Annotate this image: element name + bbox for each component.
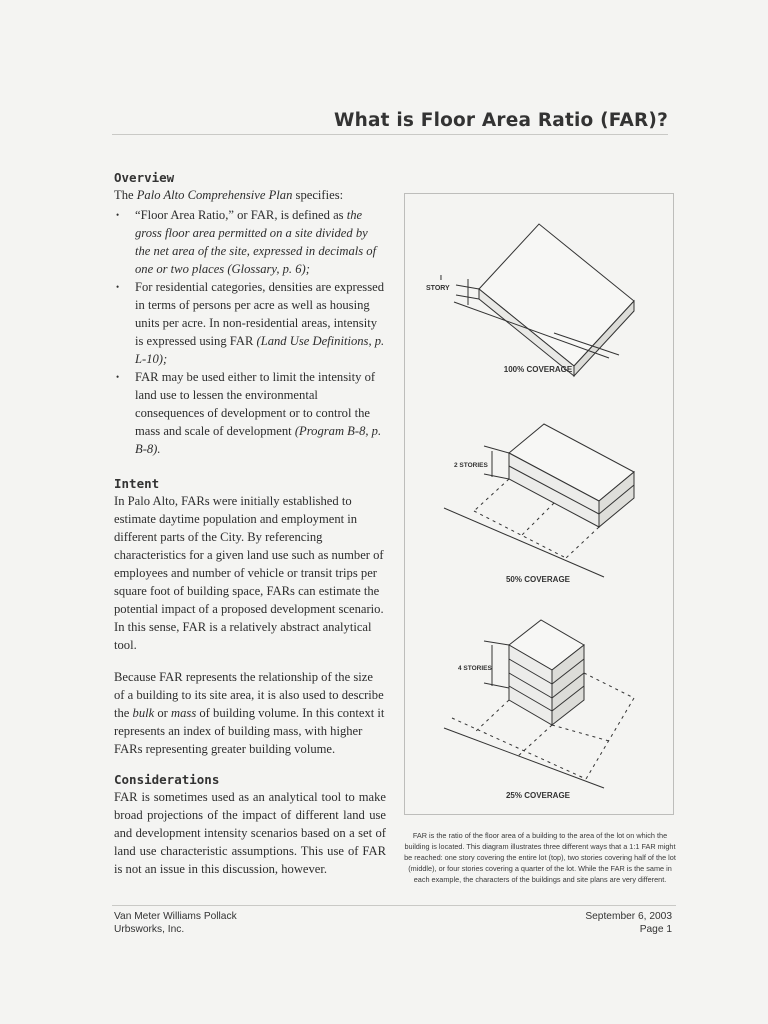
bullet-citation: the gross floor area permitted on a site divided by the net area of the site, expressed in decimals of one or two places (Glossary, p. 6); xyxy=(135,208,377,276)
bullet-text: “Floor Area Ratio,” or FAR, is defined as xyxy=(135,208,347,222)
overview-bullet-list xyxy=(114,206,386,458)
site-outline xyxy=(566,527,599,558)
footer-meta xyxy=(585,910,672,936)
list-item xyxy=(114,368,386,458)
site-outline xyxy=(474,700,509,733)
site-outline xyxy=(552,725,609,741)
overview-intro-end: specifies: xyxy=(292,188,344,202)
intent-heading: Intent xyxy=(114,476,160,491)
plan-title: Palo Alto Comprehensive Plan xyxy=(136,188,293,202)
list-item xyxy=(114,278,386,368)
footer-firm-1: Van Meter Williams Pollack xyxy=(114,911,237,922)
list-item xyxy=(114,206,386,278)
bullet-text: FAR may be used either to limit the intensity of land use to lessen the environmental consequences of development or to control the mass and scale of development xyxy=(135,370,376,438)
far-diagram-figure xyxy=(404,193,674,815)
site-outline xyxy=(516,725,552,758)
overview-intro xyxy=(114,186,386,204)
coverage-label-25: 25% COVERAGE xyxy=(505,791,571,800)
slab-top xyxy=(479,224,634,366)
four-stories-label: 4 STORIES xyxy=(458,665,492,672)
title-divider xyxy=(112,134,668,135)
dimension-tick xyxy=(484,683,509,688)
site-outline xyxy=(474,511,566,558)
site-outline xyxy=(522,503,554,535)
coverage-label-100: 100% COVERAGE xyxy=(503,365,573,374)
site-outline xyxy=(584,673,634,698)
footer-authors xyxy=(114,910,237,936)
mass-term: mass xyxy=(171,706,197,720)
bullet-citation: (Program B-8, p. B-8). xyxy=(135,424,382,456)
site-outline xyxy=(586,698,634,779)
footer-divider xyxy=(112,905,676,906)
page-title: What is Floor Area Ratio (FAR)? xyxy=(334,110,668,131)
bulk-term: bulk xyxy=(132,706,155,720)
main-text-column xyxy=(114,170,386,878)
overview-intro-text: The xyxy=(114,188,137,202)
considerations-heading: Considerations xyxy=(114,772,220,787)
page-number: Page 1 xyxy=(639,924,672,935)
considerations-paragraph: FAR is sometimes used as an analytical tool to make broad projections of the impact of different land use and development intensity scenarios based on a set of land use characteristic assumptions. This use of FAR is not an issue in this discussion, however. xyxy=(114,790,386,876)
intent-text: or xyxy=(154,706,172,720)
site-outline xyxy=(474,479,509,511)
site-outline xyxy=(452,718,586,779)
diagram-50-coverage xyxy=(444,424,634,577)
lot-line xyxy=(444,728,604,788)
overview-heading: Overview xyxy=(114,170,175,185)
diagram-100-coverage xyxy=(454,224,634,376)
story-label-mark: I xyxy=(440,275,442,282)
intent-paragraph-2 xyxy=(114,668,386,758)
figure-caption: FAR is the ratio of the floor area of a building to the area of the lot on which the building is located. This diagram illustrates three different ways that a 1:1 FAR might be reached: one story covering the entire lot (top), two stories covering half of the lot (middle), or four stories covering a quarter of the lot. While the FAR is the same in each example, the characters of the buildings and site plans are very different. xyxy=(404,831,676,884)
footer-firm-2: Urbsworks, Inc. xyxy=(114,924,185,935)
story-label: STORY xyxy=(426,285,450,292)
dimension-tick xyxy=(484,474,509,479)
footer-date: September 6, 2003 xyxy=(585,911,672,922)
coverage-label-50: 50% COVERAGE xyxy=(505,575,571,584)
intent-text: of building volume. In this context it represents an index of building mass, with higher FARs representing greater building volume. xyxy=(114,706,385,756)
intent-text: Because FAR represents the relationship of the size of a building to its site area, it is also used to describe the xyxy=(114,670,384,720)
lot-line xyxy=(444,508,604,577)
diagram-25-coverage xyxy=(444,620,634,788)
dimension-tick xyxy=(484,641,509,645)
intent-paragraph-1: In Palo Alto, FARs were initially established to estimate daytime population and employment in different parts of the City. By referencing characteristics for a given land use such as number of employees and number of vehicle or transit trips per square foot of building space, FARs can estimate the potential impact of a proposed development scenario. In this sense, FAR is a relatively abstract analytical tool. xyxy=(114,494,384,652)
bullet-citation: (Land Use Definitions, p. L-10); xyxy=(135,334,385,366)
bullet-text: For residential categories, densities are expressed in terms of persons per acre as well as housing units per acre. In non-residential areas, intensity is expressed using FAR xyxy=(135,280,384,348)
two-stories-label: 2 STORIES xyxy=(454,462,488,469)
dimension-tick xyxy=(484,446,509,453)
